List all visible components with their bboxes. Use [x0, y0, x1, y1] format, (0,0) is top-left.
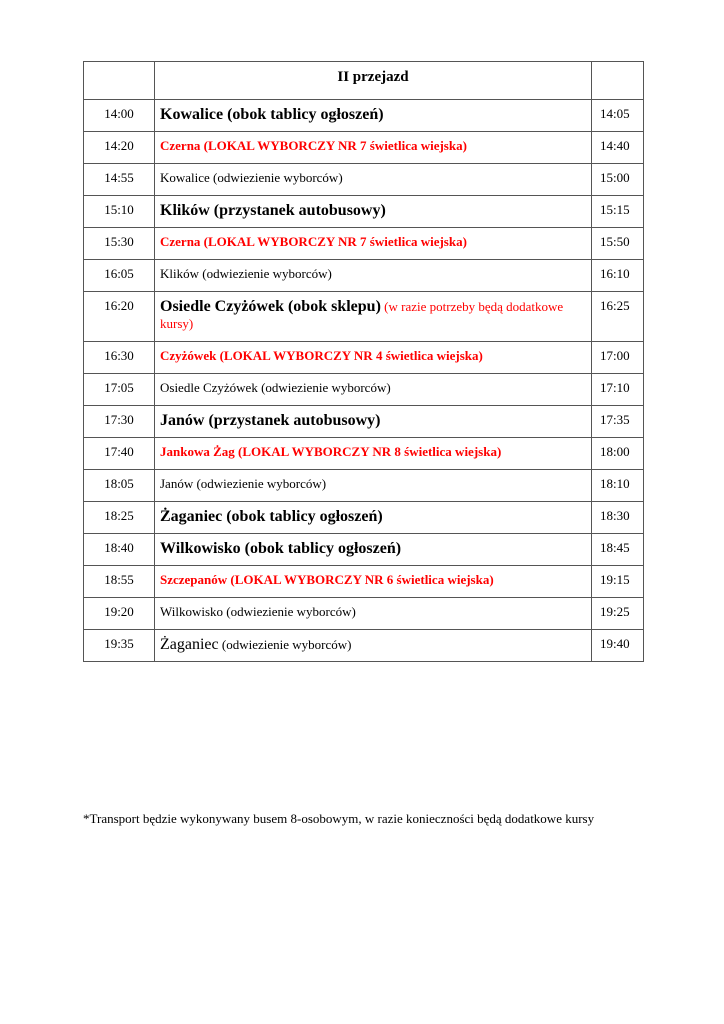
stop-name: Klików (odwiezienie wyborców) — [160, 266, 332, 281]
arrival-time: 14:40 — [592, 132, 644, 164]
arrival-time: 17:10 — [592, 374, 644, 406]
arrival-time: 19:40 — [592, 630, 644, 662]
table-row — [84, 566, 644, 598]
arrival-time: 18:10 — [592, 470, 644, 502]
arrival-time: 19:25 — [592, 598, 644, 630]
arrival-time: 17:00 — [592, 342, 644, 374]
table-row — [84, 502, 644, 534]
stop-cell — [155, 196, 592, 228]
table-row — [84, 470, 644, 502]
stop-name: Żaganiec (obok tablicy ogłoszeń) — [160, 508, 383, 525]
arrival-time: 18:00 — [592, 438, 644, 470]
stop-cell — [155, 100, 592, 132]
stop-cell — [155, 438, 592, 470]
table-title: II przejazd — [155, 62, 592, 100]
stop-cell — [155, 260, 592, 292]
polling-station-name: Czyżówek (LOKAL WYBORCZY NR 4 świetlica wiejska) — [160, 348, 483, 363]
arrival-time: 18:30 — [592, 502, 644, 534]
table-row — [84, 630, 644, 662]
stop-name: Janów (odwiezienie wyborców) — [160, 476, 327, 491]
header-left-cell — [84, 62, 155, 100]
departure-time: 18:25 — [84, 502, 155, 534]
departure-time: 19:35 — [84, 630, 155, 662]
stop-name: Klików (przystanek autobusowy) — [160, 202, 386, 219]
stop-cell — [155, 406, 592, 438]
table-row — [84, 342, 644, 374]
arrival-time: 16:10 — [592, 260, 644, 292]
polling-station-name: Czerna (LOKAL WYBORCZY NR 7 świetlica wiejska) — [160, 234, 467, 249]
arrival-time: 16:25 — [592, 292, 644, 342]
stop-name: Osiedle Czyżówek (odwiezienie wyborców) — [160, 380, 391, 395]
arrival-time: 18:45 — [592, 534, 644, 566]
stop-note: (odwiezienie wyborców) — [221, 637, 352, 652]
polling-station-name: Jankowa Żag (LOKAL WYBORCZY NR 8 świetlica wiejska) — [160, 444, 502, 459]
stop-cell — [155, 470, 592, 502]
stop-name: Osiedle Czyżówek (obok sklepu) — [160, 298, 381, 315]
departure-time: 18:40 — [84, 534, 155, 566]
table-row — [84, 406, 644, 438]
departure-time: 16:20 — [84, 292, 155, 342]
arrival-time: 14:05 — [592, 100, 644, 132]
departure-time: 15:30 — [84, 228, 155, 260]
header-right-cell — [592, 62, 644, 100]
stop-cell — [155, 228, 592, 260]
departure-time: 14:55 — [84, 164, 155, 196]
table-row — [84, 374, 644, 406]
polling-station-name: Czerna (LOKAL WYBORCZY NR 7 świetlica wiejska) — [160, 138, 467, 153]
departure-time: 18:55 — [84, 566, 155, 598]
polling-station-name: Szczepanów (LOKAL WYBORCZY NR 6 świetlica wiejska) — [160, 572, 494, 587]
stop-name: Żaganiec — [160, 636, 219, 653]
stop-cell — [155, 502, 592, 534]
stop-note: (w razie potrzeby będą dodatkowe kursy) — [160, 299, 564, 331]
stop-name: Kowalice (odwiezienie wyborców) — [160, 170, 343, 185]
stop-cell — [155, 374, 592, 406]
departure-time: 15:10 — [84, 196, 155, 228]
departure-time: 18:05 — [84, 470, 155, 502]
table-row — [84, 438, 644, 470]
stop-cell — [155, 534, 592, 566]
departure-time: 14:20 — [84, 132, 155, 164]
departure-time: 17:40 — [84, 438, 155, 470]
stop-name: Wilkowisko (odwiezienie wyborców) — [160, 604, 356, 619]
arrival-time: 15:00 — [592, 164, 644, 196]
arrival-time: 15:50 — [592, 228, 644, 260]
stop-cell — [155, 292, 592, 342]
stop-cell — [155, 566, 592, 598]
table-row — [84, 100, 644, 132]
stop-name: Janów (przystanek autobusowy) — [160, 412, 381, 429]
arrival-time: 15:15 — [592, 196, 644, 228]
stop-cell — [155, 132, 592, 164]
stop-name: Kowalice (obok tablicy ogłoszeń) — [160, 106, 384, 123]
stop-cell — [155, 164, 592, 196]
table-row — [84, 598, 644, 630]
table-row — [84, 534, 644, 566]
stop-cell — [155, 630, 592, 662]
departure-time: 17:05 — [84, 374, 155, 406]
transport-footnote: *Transport będzie wykonywany busem 8-osobowym, w razie konieczności będą dodatkowe kursy — [83, 811, 595, 826]
table-row — [84, 164, 644, 196]
table-row — [84, 292, 644, 342]
table-header-row — [84, 62, 644, 100]
departure-time: 14:00 — [84, 100, 155, 132]
stop-name: Wilkowisko (obok tablicy ogłoszeń) — [160, 540, 402, 557]
departure-time: 19:20 — [84, 598, 155, 630]
stop-cell — [155, 342, 592, 374]
table-row — [84, 132, 644, 164]
stop-cell — [155, 598, 592, 630]
schedule-table — [83, 61, 644, 662]
arrival-time: 19:15 — [592, 566, 644, 598]
departure-time: 16:30 — [84, 342, 155, 374]
table-row — [84, 260, 644, 292]
arrival-time: 17:35 — [592, 406, 644, 438]
table-row — [84, 196, 644, 228]
departure-time: 16:05 — [84, 260, 155, 292]
table-row — [84, 228, 644, 260]
departure-time: 17:30 — [84, 406, 155, 438]
